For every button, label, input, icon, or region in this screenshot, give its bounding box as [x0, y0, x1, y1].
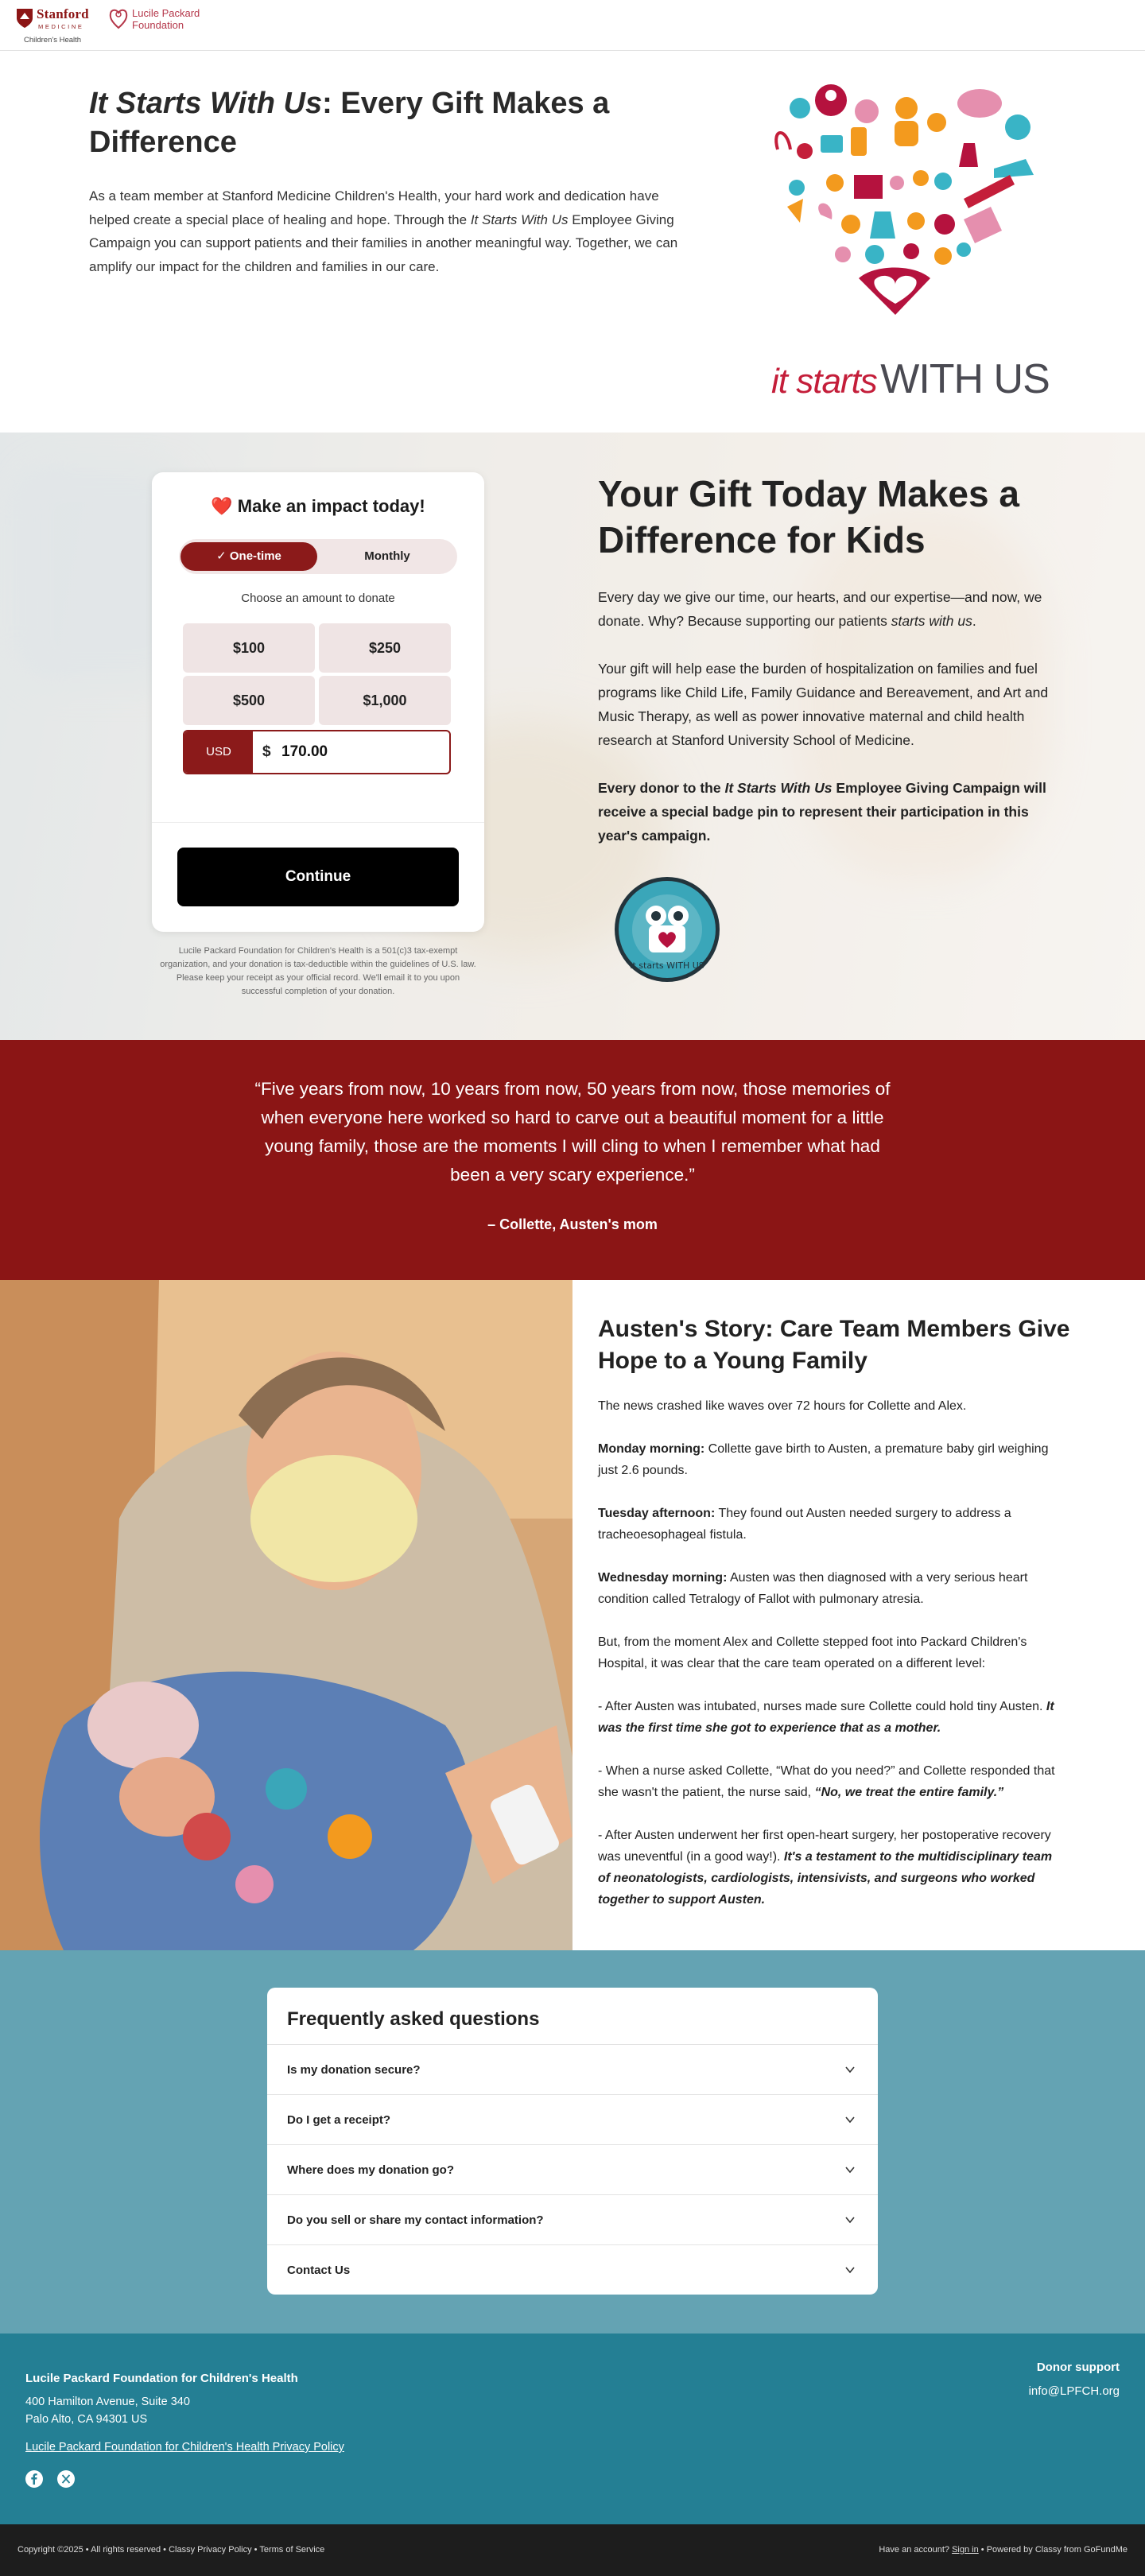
site-header [0, 0, 1145, 51]
intro-title: It Starts With Us: Every Gift Makes a Difference [89, 87, 610, 159]
donation-card-title: ❤️ Make an impact today! [211, 496, 425, 516]
card-divider [152, 822, 484, 823]
story-paragraph-4: Wednesday morning: Austen was then diagnosed with a very serious heart condition called Tetralogy of Fallot with pulmonary atresia. [598, 1571, 1028, 1606]
packard-heart-icon [108, 6, 129, 30]
story-photo [0, 1280, 572, 1950]
continue-button[interactable]: Continue [177, 848, 459, 906]
gift-section-title: Your Gift Today Makes a Difference for Kids [598, 473, 1019, 561]
story-paragraph-5: But, from the moment Alex and Collette stepped foot into Packard Children's Hospital, it was clear that the care team operated on a different level: [598, 1635, 1027, 1670]
frequency-toggle [179, 539, 457, 574]
gift-paragraph-2: Your gift will help ease the burden of hospitalization on families and fuel programs like Child Life, Family Guidance and Bereavement, and Art and Music Therapy, as well as power innovative maternal and child health research at Stanford University School of Medicine. [598, 661, 1049, 748]
account-line: Have an account? Sign in • Powered by Classy from GoFundMe [879, 2545, 1128, 2555]
amount-value[interactable]: 170.00 [281, 743, 328, 760]
amount-button-500[interactable]: $500 [183, 676, 315, 725]
faq-item[interactable] [267, 2194, 878, 2244]
footer-org-name: Lucile Packard Foundation for Children's Health [25, 2372, 298, 2385]
packard-name: Lucile Packard [132, 7, 200, 19]
childrens-health-wordmark: Children's Health [24, 36, 82, 45]
sign-in-link[interactable]: Sign in [952, 2545, 979, 2555]
choose-amount-label: Choose an amount to donate [241, 592, 395, 605]
custom-amount-input[interactable] [183, 730, 451, 774]
faq-title: Frequently asked questions [287, 2008, 540, 2030]
story-paragraph-7: - When a nurse asked Collette, “What do you need?” and Collette responded that she wasn't the patient, the nurse said, “No, we treat the entire family.” [598, 1764, 1055, 1799]
chevron-down-icon [844, 2164, 856, 2175]
story-paragraph-6: - After Austen was intubated, nurses made sure Collette could hold tiny Austen. It was the first time she got to experience that as a mother. [598, 1700, 1054, 1735]
copyright-line: Copyright ©2025 • All rights reserved • Classy Privacy Policy • Terms of Service [17, 2545, 325, 2555]
chevron-down-icon [844, 2214, 856, 2225]
faq-item[interactable] [267, 2044, 878, 2094]
stanford-shield-icon [16, 8, 33, 29]
faq-question: Do I get a receipt? [287, 2113, 391, 2127]
chevron-down-icon [844, 2114, 856, 2125]
check-icon: ✓ [216, 549, 230, 563]
faq-question: Do you sell or share my contact information? [287, 2213, 544, 2227]
classy-privacy-link[interactable]: Classy Privacy Policy [169, 2545, 252, 2555]
collage-icons [776, 84, 1034, 315]
gift-paragraph-1: Every day we give our time, our hearts, and our expertise—and now, we donate. Why? Because supporting our patients starts with us. [598, 589, 1042, 629]
faq-card [267, 1988, 878, 2295]
site-footer [0, 2334, 1145, 2524]
chevron-down-icon [844, 2264, 856, 2275]
faq-item[interactable] [267, 2144, 878, 2194]
donor-support-heading: Donor support [1036, 2361, 1120, 2374]
story-title: Austen's Story: Care Team Members Give Hope to a Young Family [598, 1316, 1070, 1374]
x-twitter-icon[interactable] [57, 2470, 75, 2488]
quote-attribution: – Collette, Austen's mom [487, 1216, 658, 1232]
donation-form-card [152, 472, 484, 932]
story-paragraph-8: - After Austen underwent her first open-heart surgery, her postoperative recovery was uneventful (in a good way!). It's a testament to the multidisciplinary team of neonatologists, cardiologists, intensivists, and surgeons who worked together to support Austen. [598, 1829, 1053, 1907]
footer-address-line-1: 400 Hamilton Avenue, Suite 340 [25, 2396, 190, 2408]
amount-button-100[interactable]: $100 [183, 623, 315, 673]
packard-foundation-logo[interactable] [108, 6, 212, 35]
chevron-down-icon [844, 2064, 856, 2075]
story-paragraph-2: Monday morning: Collette gave birth to Austen, a premature baby girl weighing just 2.6 pounds. [598, 1442, 1049, 1477]
medicine-wordmark: MEDICINE [38, 23, 84, 30]
faq-question: Is my donation secure? [287, 2063, 421, 2077]
packard-foundation: Foundation [132, 19, 184, 31]
donor-support-email[interactable]: info@LPFCH.org [1028, 2384, 1120, 2398]
badge-text: It starts WITH US [630, 960, 704, 971]
currency-symbol: $ [262, 743, 271, 760]
bottom-bar [0, 2524, 1145, 2576]
facebook-icon[interactable] [25, 2470, 43, 2488]
stanford-medicine-logo[interactable] [16, 6, 94, 46]
stanford-wordmark: Stanford [37, 6, 89, 21]
badge-pin-image [612, 875, 722, 984]
amount-button-1000[interactable]: $1,000 [319, 676, 451, 725]
footer-address-line-2: Palo Alto, CA 94301 US [25, 2413, 148, 2426]
intro-body: As a team member at Stanford Medicine Children's Health, your hard work and dedication have helped create a special place of healing and hope. Through the It Starts With Us Employee Giving Campaign you can support patients and their families in another meaningful way. Together, we can amplify our impact for the children and families in our care. [89, 188, 678, 274]
terms-of-service-link[interactable]: Terms of Service [259, 2545, 325, 2555]
heart-emoji-icon: ❤️ [211, 496, 233, 516]
footer-privacy-link[interactable]: Lucile Packard Foundation for Children's Health Privacy Policy [25, 2441, 344, 2454]
one-time-option[interactable]: ✓ One-time [180, 542, 317, 571]
gift-paragraph-3: Every donor to the It Starts With Us Employee Giving Campaign will receive a special badge pin to represent their participation in this year's campaign. [598, 780, 1046, 844]
faq-item[interactable] [267, 2244, 878, 2295]
it-starts-with-us-tagline: it starts WITH US [771, 356, 1050, 402]
faq-item[interactable] [267, 2094, 878, 2144]
amount-button-250[interactable]: $250 [319, 623, 451, 673]
monthly-option[interactable]: Monthly [364, 549, 410, 563]
quote-text: “Five years from now, 10 years from now, 50 years from now, those memories of when everyone here worked so hard to carve out a beautiful moment for a little young family, those are the moments I will cling to when I remember what had been a very scary experience.” [254, 1079, 891, 1185]
currency-selector[interactable]: USD [184, 731, 253, 773]
tax-disclaimer: Lucile Packard Foundation for Children's Health is a 501(c)3 tax-exempt organization, and your donation is tax-deductible within the guidelines of U.S. law. Please keep your receipt as your official record. We'll email it to you upon successful completion of your donation. [160, 946, 476, 996]
faq-question: Contact Us [287, 2264, 351, 2277]
faq-question: Where does my donation go? [287, 2163, 455, 2177]
story-paragraph-3: Tuesday afternoon: They found out Austen needed surgery to address a tracheoesophageal fistula. [598, 1507, 1011, 1542]
story-paragraph-1: The news crashed like waves over 72 hours for Collette and Alex. [598, 1399, 967, 1413]
